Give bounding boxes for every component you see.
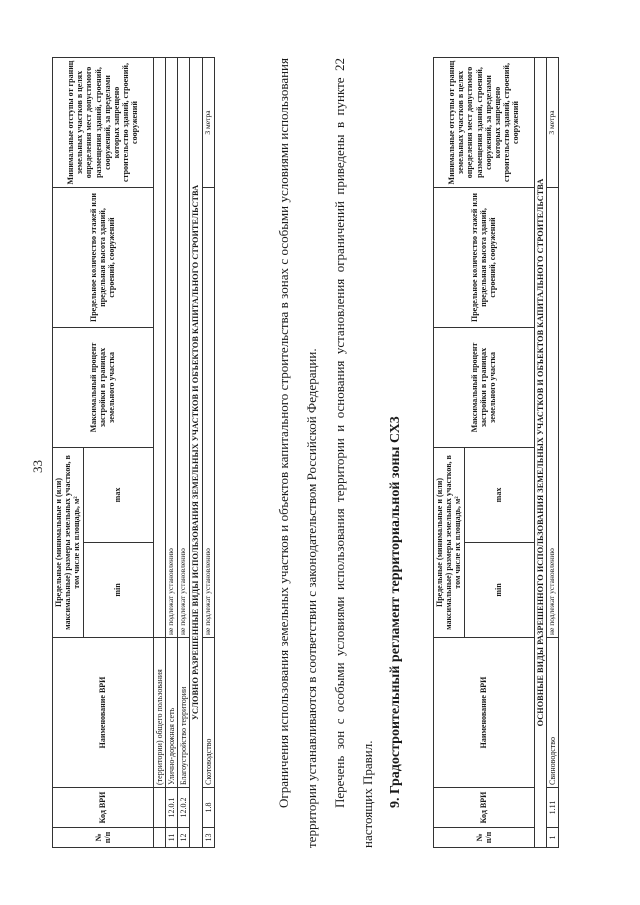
- section-heading: 9. Градостроительный регламент территориальной зоны СХ3: [388, 416, 403, 808]
- table-header-row: [434, 58, 465, 848]
- row-name: Благоустройство территории: [177, 638, 189, 788]
- col-header-num: № п/п: [434, 828, 535, 848]
- row-value: не подлежат установлению: [165, 58, 177, 638]
- row-num: 12: [177, 828, 189, 848]
- zone-regulation-table: [433, 57, 559, 848]
- col-header-percent: Максимальный процент застройки в границах земельного участка: [53, 328, 154, 448]
- col-header-code: Код ВРИ: [53, 788, 154, 828]
- section-row: [190, 58, 202, 848]
- row-values: [153, 58, 165, 638]
- page-number: 33: [30, 460, 45, 473]
- col-header-floors: Предельное количество этажей или предельная высота зданий, строений, сооружений: [53, 188, 154, 328]
- col-header-max: max: [464, 448, 534, 543]
- table-row: [165, 58, 177, 848]
- table-row: [177, 58, 189, 848]
- zone-regulation-table-continued: [52, 57, 215, 848]
- row-name: Улично-дорожная сеть: [165, 638, 177, 788]
- row-code: 12.0.1: [165, 788, 177, 828]
- row-name: Свиноводство: [546, 638, 558, 788]
- col-header-name: Наименование ВРИ: [434, 638, 535, 788]
- row-name: (территории) общего пользования: [153, 638, 165, 788]
- table-row: [153, 58, 165, 848]
- table-header-row: [53, 58, 84, 848]
- paragraph-zone-list: Перечень зон с особыми условиями использования территории и основания установления ограничений приведены в пункте 22 настоящих Правил.: [332, 58, 375, 848]
- section-row: [534, 58, 546, 848]
- col-header-name: Наименование ВРИ: [53, 638, 154, 788]
- col-header-code: Код ВРИ: [434, 788, 535, 828]
- row-num: 13: [202, 828, 214, 848]
- paragraph-restrictions: Ограничения использования земельных участков и объектов капитального строительства в зонах с особыми условиями использования территории устанавливаются в соответствии с законодательством Российской Федерации.: [276, 58, 319, 848]
- col-header-size: Предельные (минимальные и (или) максимальные) размеры земельных участков, в том числе их площадь, м²: [434, 448, 465, 638]
- col-header-setbacks: Минимальные отступы от границ земельных участков в целях определения мест допустимого размещения зданий, строений, сооружений, за пределами которых запрещено строительство зданий, строений, сооружений: [434, 58, 535, 188]
- row-code: 1.11: [546, 788, 558, 828]
- row-code: 1.8: [202, 788, 214, 828]
- col-header-size: Предельные (минимальные и (или) максимальные) размеры земельных участков, в том числе их площадь, м²: [53, 448, 84, 638]
- row-value: не подлежат установлению: [202, 188, 214, 638]
- col-header-floors: Предельное количество этажей или предельная высота зданий, строений, сооружений: [434, 188, 535, 328]
- col-header-percent: Максимальный процент застройки в границах земельного участка: [434, 328, 535, 448]
- row-setback: 3 метра: [202, 58, 214, 188]
- row-num: [153, 828, 165, 848]
- table-row: [202, 58, 214, 848]
- col-header-num: № п/п: [53, 828, 154, 848]
- row-num: 11: [165, 828, 177, 848]
- section-title: УСЛОВНО РАЗРЕШЕННЫЕ ВИДЫ ИСПОЛЬЗОВАНИЯ ЗЕМЕЛЬНЫХ УЧАСТКОВ И ОБЪЕКТОВ КАПИТАЛЬНОГО СТРОИТЕЛЬСТВА: [190, 58, 202, 848]
- row-name: Скотоводство: [202, 638, 214, 788]
- section-title: ОСНОВНЫЕ ВИДЫ РАЗРЕШЕННОГО ИСПОЛЬЗОВАНИЯ ЗЕМЕЛЬНЫХ УЧАСТКОВ И ОБЪЕКТОВ КАПИТАЛЬНОГО СТРОИТЕЛЬСТВА: [534, 58, 546, 848]
- row-code: [153, 788, 165, 828]
- row-code: 12.0.2: [177, 788, 189, 828]
- row-num: 1: [546, 828, 558, 848]
- col-header-setbacks: Минимальные отступы от границ земельных участков в целях определения мест допустимого размещения зданий, строений, сооружений, за пределами которых запрещено строительство зданий, строений, сооружений: [53, 58, 154, 188]
- row-setback: 3 метра: [546, 58, 558, 188]
- col-header-min: min: [83, 543, 153, 638]
- col-header-max: max: [83, 448, 153, 543]
- row-value: не подлежат установлению: [546, 188, 558, 638]
- table-row: [546, 58, 558, 848]
- col-header-min: min: [464, 543, 534, 638]
- row-value: не подлежат установлению: [177, 58, 189, 638]
